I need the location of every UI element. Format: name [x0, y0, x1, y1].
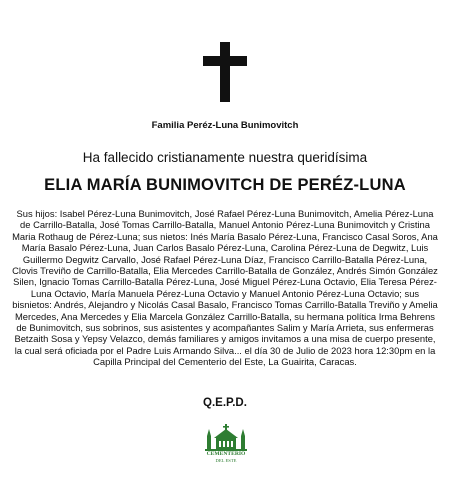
family-name: Familia Peréz-Luna Bunimovitch — [151, 120, 299, 131]
cemetery-chapel-icon — [203, 424, 249, 452]
cementerio-del-este-logo — [203, 424, 249, 468]
deceased-name: ELIA MARÍA BUNIMOVITCH DE PERÉZ-LUNA — [44, 176, 406, 194]
obituary-body: Sus hijos: Isabel Pérez-Luna Bunimovitch, José Rafael Pérez-Luna Bunimovitch, Amelia Pérez-Luna de Carrillo-Batalla, José Tomas Carrillo-Batalla, Manuel Antonio Pérez-Luna Bunimovitch y Cristina Maria Rothaug de Pérez-Luna; sus nietos: Inés María Basalo Pérez-Luna, Francisco Casal Soros, Ana María Basalo Pérez-Luna, Juan Carlos Basalo Pérez-Luna, Carolina Pérez-Luna de Degwitz, Luis Guillermo Degwitz Carvallo, José Rafael Pérez-Luna Díaz, Francisco Carrillo-Batalla Pérez-Luna, Clovis Treviño de Carrillo-Batalla, Elia Mercedes Carrillo-Batalla de González, Andrés Simón González Silen, Ignacio Tomas Carrillo-Batalla Pérez-Luna, José Miguel Pérez-Luna Octavio, Elia Teresa Pérez-Luna Octavio, María Manuela Pérez-Luna Octavio y Manuel Antonio Pérez-Luna Octavio; sus bisnietos: Andrés, Alejandro y Nicolás Casal Basalo, Francisco Tomas Carrillo-Batalla Treviño y Amelia Mercedes, Ana Mercedes y Elia Marcela González Carrillo-Batalla, su hermana política Irma Behrens de Bunimovitch, sus sobrinos, sus asistentes y acompañantes Salim y María Arrieta, sus enfermeras Betzaith Sosa y Yepsy Velazco, demás familiares y amigos invitamos a una misa de cuerpo presente, la cual será oficiada por el Padre Luis Armando Silva... el día 30 de Julio de 2023 hora 12:30pm en la Capilla Principal del Cementerio del Este, La Guairita, Caracas. — [12, 208, 438, 368]
logo-line-2: DEL ESTE — [215, 457, 237, 463]
logo-line-1: CEMENTERIO — [206, 451, 246, 457]
announcement-lead: Ha fallecido cristianamente nuestra queridísima — [82, 150, 368, 165]
cross-icon — [203, 42, 247, 102]
qepd-text: Q.E.P.D. — [203, 397, 247, 409]
